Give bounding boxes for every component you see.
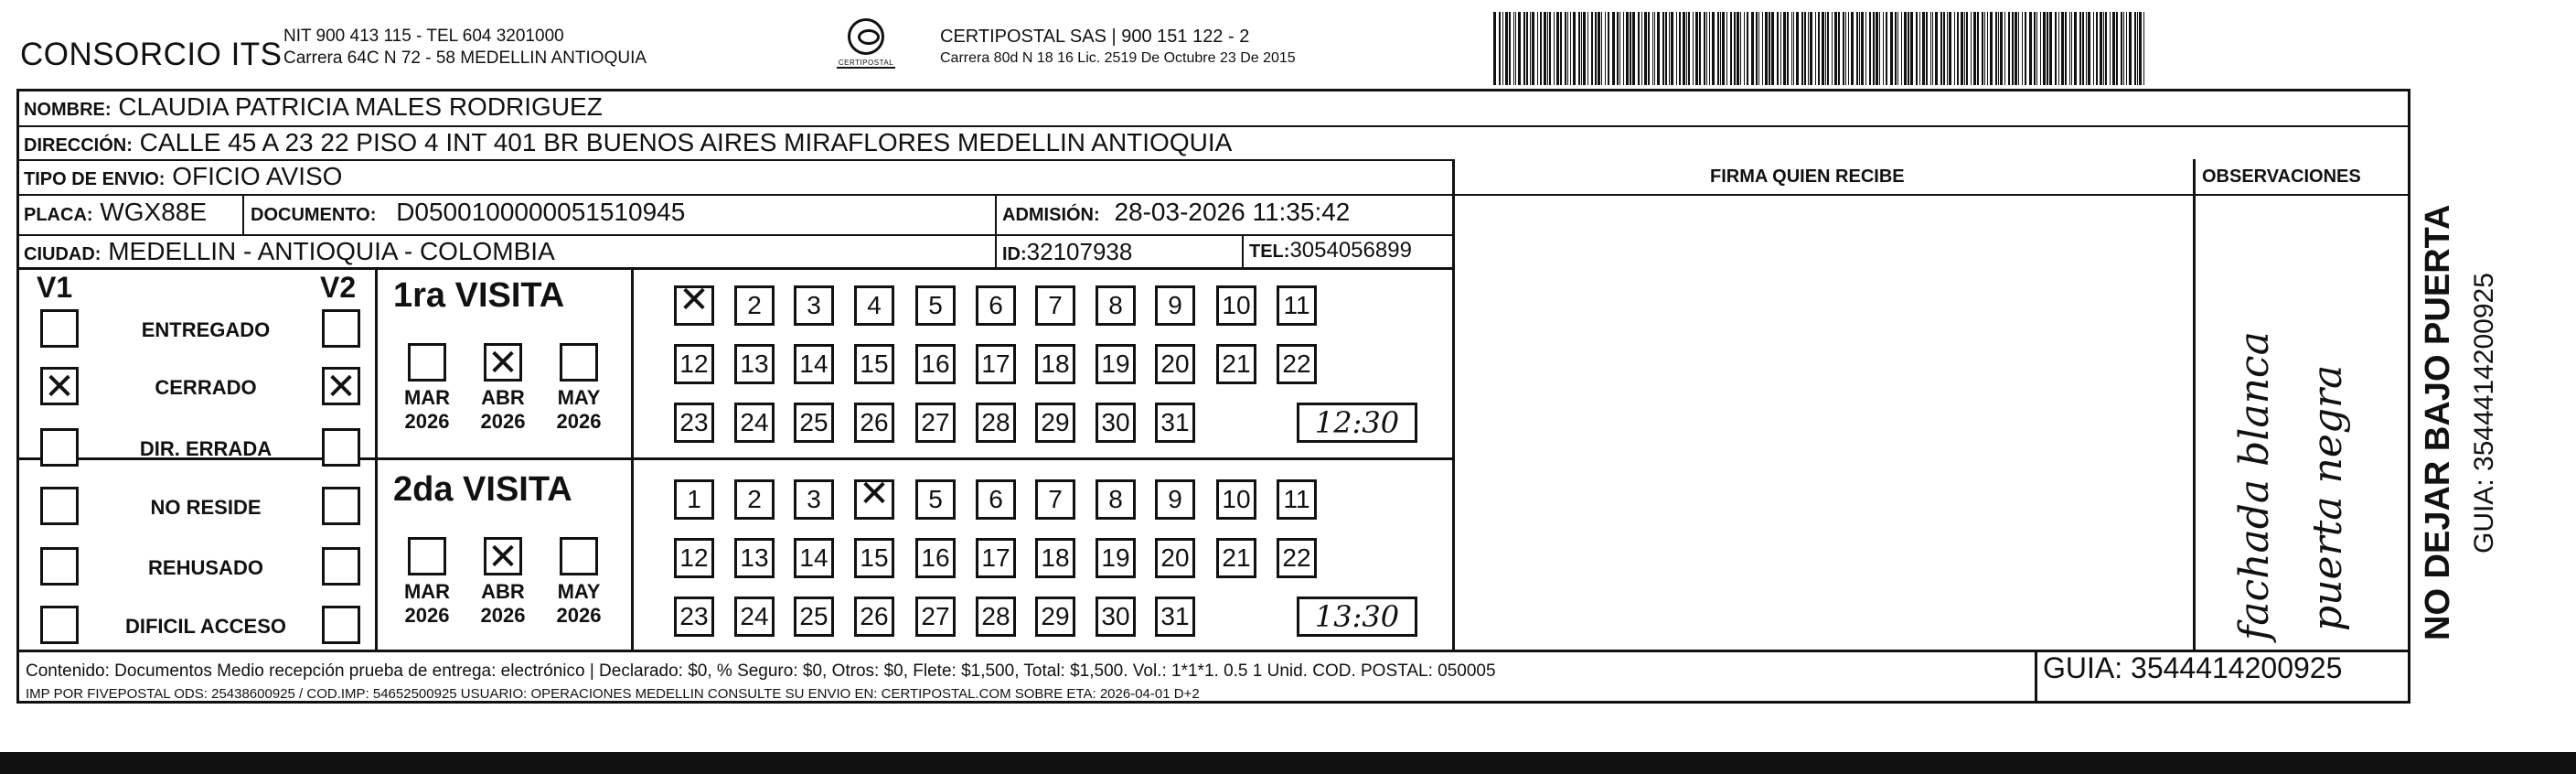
col-divider [631,270,634,650]
day-box[interactable]: 16 [915,344,956,384]
col-divider [1452,159,1455,650]
v1-checkbox[interactable] [40,606,79,644]
id-cell [1002,238,1132,266]
year-label: 2026 [556,604,602,627]
day-box[interactable]: 12 [674,538,714,578]
day-box[interactable]: 21 [1216,344,1256,384]
day-box[interactable]: 14 [794,344,834,384]
day-box[interactable]: 19 [1096,344,1136,384]
ciudad-value: MEDELLIN - ANTIOQUIA - COLOMBIA [108,237,555,265]
day-box[interactable]: 7 [1035,479,1075,520]
v1-label: V1 [37,271,73,304]
day-box[interactable]: 2 [734,479,775,520]
row-divider [16,194,2410,196]
firma-label: FIRMA QUIEN RECIBE [1710,167,1905,187]
certipostal-logo-text: CERTIPOSTAL [838,59,894,67]
day-box[interactable]: 15 [854,538,894,578]
v1-checkbox[interactable] [40,367,79,405]
footer-guia: GUIA: 3544414200925 [2043,651,2343,684]
visit-time[interactable]: 13:30 [1297,597,1417,637]
observaciones-note-1: fachada blanca [2231,331,2278,640]
day-box[interactable]: 13 [734,538,775,578]
tipo-row [24,162,342,191]
year-label: 2026 [556,410,602,433]
month-checkbox[interactable] [408,537,446,575]
v2-checkbox[interactable] [322,367,360,405]
direccion-row [24,128,1232,157]
day-box[interactable] [854,479,894,520]
month-label: MAR [403,386,451,409]
v2-checkbox[interactable] [322,428,360,467]
day-box[interactable]: 16 [915,538,956,578]
day-box[interactable]: 26 [854,597,894,637]
day-box[interactable]: 17 [976,344,1016,384]
documento-value: D0500100000051510945 [396,198,686,226]
company-contact [283,26,647,70]
month-label: MAY [557,580,601,603]
day-box[interactable]: 2 [734,285,775,326]
day-box[interactable]: 21 [1216,538,1256,578]
day-box[interactable]: 12 [674,344,714,384]
ciudad-label: CIUDAD: [24,244,102,264]
row-divider [16,234,1452,236]
observaciones-note-2: puerta negra [2304,364,2351,631]
status-option-label: CERRADO [155,376,257,399]
day-box[interactable]: 20 [1155,538,1195,578]
day-box[interactable]: 23 [674,403,714,443]
day-box[interactable]: 25 [794,597,834,637]
id-value: 32107938 [1026,238,1133,265]
day-box[interactable]: 3 [794,479,834,520]
nombre-row [24,92,603,122]
certipostal-logo-icon [848,18,884,55]
month-checkbox[interactable] [560,343,598,382]
v2-checkbox[interactable] [322,606,360,644]
visit-title: 1ra VISITA [393,276,565,315]
day-box[interactable]: 30 [1096,597,1136,637]
day-box[interactable]: 19 [1096,538,1136,578]
placa-cell [24,198,207,227]
placa-value: WGX88E [100,198,208,226]
day-box[interactable]: 22 [1277,538,1317,578]
day-box[interactable]: 18 [1035,344,1075,384]
day-box[interactable]: 10 [1216,479,1256,520]
day-box[interactable]: 11 [1277,285,1317,326]
day-box[interactable]: 15 [854,344,894,384]
month-label: ABR [481,386,525,409]
month-checkbox[interactable] [560,537,598,575]
status-option-label: REHUSADO [148,556,263,579]
observaciones-label: OBSERVACIONES [2202,167,2361,187]
month-label: ABR [481,580,525,603]
direccion-value: CALLE 45 A 23 22 PISO 4 INT 401 BR BUENOS AIRES MIRAFLORES MEDELLIN ANTIOQUIA [139,128,1233,156]
v2-checkbox[interactable] [322,487,360,525]
admision-label: ADMISIÓN: [1002,205,1100,225]
day-box[interactable]: 28 [976,597,1016,637]
scan-edge [0,752,2576,774]
day-box[interactable]: 29 [1035,597,1075,637]
side-instruction: NO DEJAR BAJO PUERTA [2419,204,2457,640]
tipo-value: OFICIO AVISO [172,162,343,190]
day-box[interactable]: 26 [854,403,894,443]
day-box[interactable]: 11 [1277,479,1317,520]
barcode-icon [1493,12,2154,85]
row-divider [16,159,1452,161]
v1-checkbox[interactable] [40,428,79,467]
visit-title: 2da VISITA [393,470,572,509]
v2-checkbox[interactable] [322,547,360,586]
v1-checkbox[interactable] [40,309,79,348]
day-box[interactable] [674,285,714,326]
company-nit: NIT 900 413 115 - TEL 604 3201000 [283,27,564,46]
v2-label: V2 [320,271,357,304]
tel-label: TEL: [1249,242,1290,262]
year-label: 2026 [480,410,526,433]
certipostal-license: Carrera 80d N 18 16 Lic. 2519 De Octubre 23 De 2015 [940,50,1296,66]
day-box[interactable]: 6 [976,285,1016,326]
day-box[interactable]: 24 [734,597,775,637]
day-box[interactable]: 3 [794,285,834,326]
year-label: 2026 [404,604,450,627]
month-checkbox[interactable] [408,343,446,382]
day-box[interactable]: 1 [674,479,714,520]
col-divider [242,194,244,234]
day-box[interactable]: 31 [1155,597,1195,637]
day-box[interactable]: 6 [976,479,1016,520]
tipo-label: TIPO DE ENVIO: [24,169,166,189]
day-box[interactable]: 7 [1035,285,1075,326]
tel-value: 3054056899 [1289,238,1412,263]
day-box[interactable]: 31 [1155,403,1195,443]
v1-checkbox[interactable] [40,547,79,586]
day-box[interactable]: 25 [794,403,834,443]
day-box[interactable]: 28 [976,403,1016,443]
admision-value: 28-03-2026 11:35:42 [1114,198,1351,226]
day-box[interactable]: 8 [1096,285,1136,326]
day-box[interactable]: 27 [915,403,956,443]
status-option-label: NO RESIDE [150,496,262,519]
day-box[interactable]: 29 [1035,403,1075,443]
day-box[interactable]: 13 [734,344,775,384]
day-box[interactable]: 24 [734,403,775,443]
documento-label: DOCUMENTO: [251,205,377,225]
certipostal-info [940,26,1296,70]
col-divider [375,270,378,650]
v1-checkbox[interactable] [40,487,79,525]
status-option-label: DIFICIL ACCESO [124,615,286,638]
certipostal-nit: CERTIPOSTAL SAS | 900 151 122 - 2 [940,27,1250,47]
day-box[interactable]: 14 [794,538,834,578]
v2-checkbox[interactable] [322,309,360,348]
day-box[interactable]: 18 [1035,538,1075,578]
day-box[interactable]: 9 [1155,285,1195,326]
row-divider [2193,194,2410,196]
col-divider [1242,234,1244,267]
day-box[interactable]: 5 [915,479,956,520]
certipostal-logo [837,18,895,69]
col-divider [2035,650,2037,704]
status-option-label: ENTREGADO [141,318,271,341]
footer-imp: IMP POR FIVEPOSTAL ODS: 25438600925 / COD.IMP: 54652500925 USUARIO: OPERACIONES MEDELLIN CONSULTE SU ENVIO EN: CERTIPOSTAL.COM SOBRE ETA: 2026-04-01 D+2 [26,686,1200,702]
ciudad-cell [24,237,555,266]
id-label: ID: [1002,244,1027,264]
day-box[interactable]: 20 [1155,344,1195,384]
month-label: MAY [557,386,601,409]
tel-cell [1249,238,1412,263]
row-divider [16,267,1452,270]
documento-cell [251,198,685,227]
placa-label: PLACA: [24,205,93,225]
visit-time[interactable]: 12:30 [1297,403,1417,443]
day-box[interactable]: 4 [854,285,894,326]
day-box[interactable]: 10 [1216,285,1256,326]
day-box[interactable]: 5 [915,285,956,326]
year-label: 2026 [480,604,526,627]
col-divider [2193,159,2196,650]
row-divider [16,125,2410,127]
month-checkbox[interactable] [484,537,522,575]
footer-contenido: Contenido: Documentos Medio recepción prueba de entrega: electrónico | Declarado: $0, % Seguro: $0, Otros: $0, Flete: $1,500, Total: $1,500. Vol.: 1*1*1. 0.5 1 Unid. COD. POSTAL: 050005 [26,661,1496,681]
day-box[interactable]: 23 [674,597,714,637]
month-label: MAR [403,580,451,603]
status-option-label: DIR. ERRADA [139,437,273,460]
nombre-value: CLAUDIA PATRICIA MALES RODRIGUEZ [118,92,603,121]
side-guia: GUIA: 3544414200925 [2469,273,2499,554]
day-box[interactable]: 22 [1277,344,1317,384]
month-checkbox[interactable] [484,343,522,382]
col-divider [995,194,997,267]
day-box[interactable]: 27 [915,597,956,637]
day-box[interactable]: 17 [976,538,1016,578]
company-name: CONSORCIO ITS [20,37,283,72]
day-box[interactable]: 30 [1096,403,1136,443]
company-address: Carrera 64C N 72 - 58 MEDELLIN ANTIOQUIA [283,48,647,68]
direccion-label: DIRECCIÓN: [24,135,133,156]
admision-cell [1002,198,1350,227]
year-label: 2026 [404,410,450,433]
nombre-label: NOMBRE: [24,100,112,120]
day-box[interactable]: 8 [1096,479,1136,520]
day-box[interactable]: 9 [1155,479,1195,520]
